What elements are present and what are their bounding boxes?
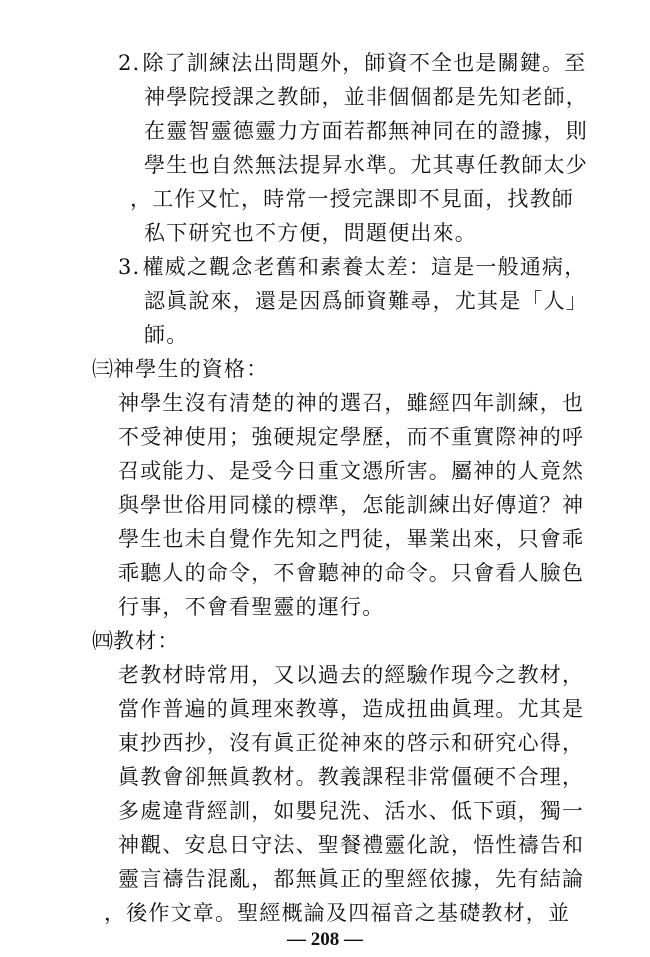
section-4-line-1: 老教材時常用，又以過去的經驗作現今之教材， [118,663,585,687]
section-3-line-4: 與學世俗用同樣的標準，怎能訓練出好傳道？神 [118,493,585,517]
item-2-line-3: 在靈智靈德靈力方面若都無神同在的證據，則 [144,119,588,143]
section-4-marker: ㈣ [92,629,113,653]
section-3-line-3: 召或能力、是受今日重文憑所害。屬神的人竟然 [118,459,585,483]
section-3-line-6: 乖聽人的命令，不會聽神的命令。只會看人臉色 [118,561,585,585]
page-number: — 208 — [287,929,363,950]
item-3-number: 3. [118,255,141,279]
section-3-line-1: 神學生沒有清楚的神的選召，雖經四年訓練，也 [118,391,585,415]
section-4-line-5: 多處違背經訓，如嬰兒洗、活水、低下頭，獨一 [118,799,585,823]
section-4-heading [92,626,180,656]
section-4-line-2: 當作普遍的眞理來教導，造成扭曲眞理。尤其是 [118,697,585,721]
section-3-title: 神學生的資格： [113,357,269,381]
section-4-title: 教材： [113,629,180,653]
section-4-line-4: 眞教會卻無眞教材。教義課程非常僵硬不合理， [118,765,585,789]
section-4-line-3: 東抄西抄，沒有眞正從神來的啓示和研究心得， [118,731,585,755]
section-4-line-6: 神觀、安息日守法、聖餐禮靈化說，悟性禱告和 [118,833,585,857]
section-4-line-7: 靈言禱告混亂，都無眞正的聖經依據，先有結論 [118,867,585,891]
section-4-line-8: ，後作文章。聖經概論及四福音之基礎教材，並 [104,901,571,925]
section-3-line-2: 不受神使用；強硬規定學歷，而不重實際神的呼 [118,425,585,449]
item-2-text-1: 除了訓練法出問題外，師資不全也是關鍵。至 [142,51,587,75]
item-2-number: 2. [118,51,141,75]
item-2-line-6: 私下研究也不方便，問題便出來。 [144,221,477,245]
item-3-text-1: 權威之觀念老舊和素養太差：這是一般通病， [142,255,587,279]
item-3-line-1 [118,252,586,282]
item-2-line-1 [118,48,586,78]
item-3-line-2: 認眞說來，還是因爲師資難尋，尤其是「人」 [144,289,588,313]
item-3-line-3: 師。 [144,323,189,347]
section-3-marker: ㈢ [92,357,113,381]
item-2-line-5: ，工作又忙，時常一授完課即不見面，找教師 [130,187,574,211]
section-3-line-7: 行事，不會看聖靈的運行。 [118,595,385,619]
item-2-line-4: 學生也自然無法提昇水準。尤其專任教師太少 [144,153,588,177]
section-3-heading [92,354,268,384]
item-2-line-2: 神學院授課之教師，並非個個都是先知老師， [144,85,588,109]
section-3-line-5: 學生也未自覺作先知之門徒，畢業出來，只會乖 [118,527,585,551]
